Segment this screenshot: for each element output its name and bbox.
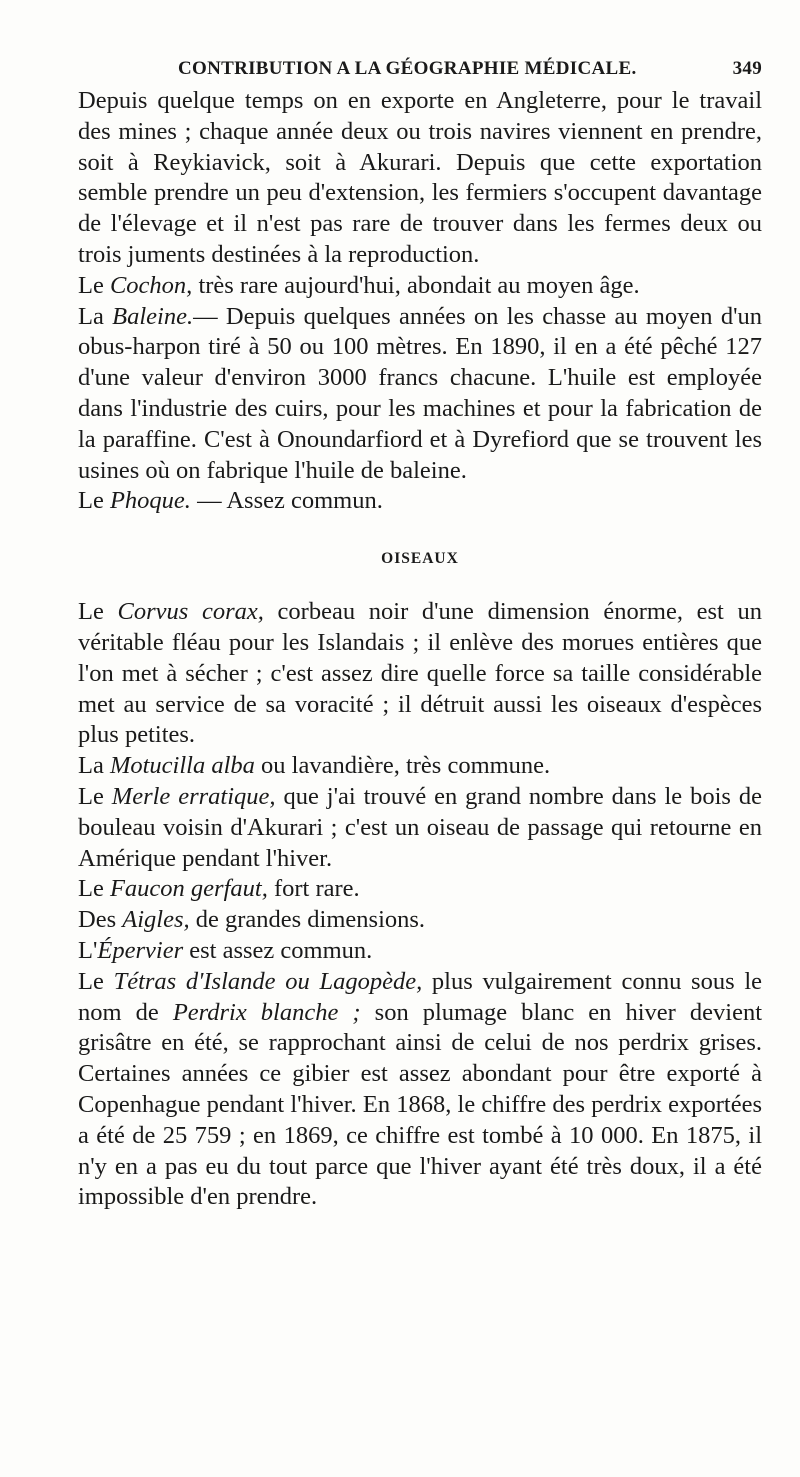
- text-run: Le: [78, 487, 110, 515]
- text-run: de grandes dimensions.: [189, 906, 426, 934]
- paragraph-baleine: [78, 302, 762, 487]
- species-name: Cochon,: [109, 271, 193, 299]
- paragraph-horses-export: [78, 86, 762, 271]
- species-name: Aigles,: [122, 906, 190, 934]
- text-run: — Assez commun.: [190, 487, 383, 515]
- text-run: Le: [78, 782, 112, 810]
- text-run: — Depuis quelques années on les chasse au moyen d'un obus-harpon tiré à 50 ou 100 mètres. En 1890, il en a été pêché 127 d'une valeur d'environ 3000 francs chacune. L'huile est employée dans l'industrie des cuirs, pour les machines et pour la fabrication de la paraffine. C'est à Onoundarfiord et à Dyrefiord que se trouvent les usines où on fabrique l'huile de baleine.: [78, 302, 762, 484]
- paragraph-epervier: [78, 936, 762, 967]
- text-run: plus vulgairement connu sous le nom de: [78, 967, 762, 1026]
- paragraph-motucilla: [78, 751, 762, 782]
- text-run: fort rare.: [267, 875, 360, 903]
- text-run: Le: [78, 967, 114, 995]
- species-name: Phoque.: [109, 487, 191, 515]
- species-name: Motucilla alba: [109, 752, 255, 780]
- text-run: La: [78, 752, 110, 780]
- text-run: son plumage blanc en hiver devient grisâtre en été, se rapprochant ainsi de celui de nos perdrix grises. Certaines années ce gibier est assez abondant pour être exporté à Copenhague pendant l'hiver. En 1868, le chiffre des perdrix exportées a été de 25 759 ; en 1869, ce chiffre est tombé à 10 000. En 1875, il n'y en a pas eu du tout parce que l'hiver ayant été très doux, il a été impossible d'en prendre.: [78, 998, 762, 1211]
- paragraph-tetras: [78, 967, 762, 1213]
- species-name: Merle erratique,: [111, 782, 276, 810]
- paragraph-phoque: [78, 486, 762, 517]
- text-run: L': [78, 936, 98, 964]
- paragraph-cochon: [78, 271, 762, 302]
- running-title: CONTRIBUTION A LA GÉOGRAPHIE MÉDICALE.: [178, 58, 637, 79]
- text-run: très rare aujourd'hui, abondait au moyen âge.: [192, 271, 640, 299]
- paragraph-merle: [78, 782, 762, 874]
- running-header: [78, 58, 762, 88]
- species-name: Perdrix blanche ;: [172, 998, 361, 1026]
- text-run: corbeau noir d'une dimension énorme, est un véritable fléau pour les Islandais ; il enlève des morues entières que l'on met à sécher ; c'est assez dire quelle force sa taille considérable met au service de sa voracité ; il détruit aussi les oiseaux d'espèces plus petites.: [78, 598, 763, 749]
- text-run: Le: [78, 271, 110, 299]
- paragraph-text: Depuis quelque temps on en exporte en Angleterre, pour le travail des mines ; chaque année deux ou trois navires viennent en prendre, soit à Reykiavick, soit à Akurari. Depuis que cette exportation semble prendre un peu d'extension, les fermiers s'occupent davantage de l'élevage et il n'est pas rare de trouver dans les fermes deux ou trois juments destinées à la reproduction.: [78, 87, 762, 268]
- text-run: ou lavandière, très commune.: [254, 752, 551, 780]
- text-run: Le: [78, 598, 118, 626]
- text-run: Le: [78, 875, 110, 903]
- species-name: Baleine.: [112, 302, 194, 330]
- text-run: Des: [78, 906, 123, 934]
- section-heading: OISEAUX: [381, 550, 459, 568]
- species-name: Épervier: [97, 936, 184, 964]
- text-run: La: [78, 302, 113, 330]
- body-text: [78, 86, 762, 1213]
- text-run: est assez commun.: [183, 936, 373, 964]
- paragraph-faucon: [78, 874, 762, 905]
- paragraph-corvus: [78, 597, 762, 751]
- species-name: Faucon gerfaut,: [109, 875, 268, 903]
- species-name: Corvus corax,: [117, 598, 264, 626]
- text-run: que j'ai trouvé en grand nombre dans le bois de bouleau voisin d'Akurari ; c'est un oiseau de passage qui retourne en Amérique pendant l'hiver.: [78, 782, 763, 872]
- species-name: Tétras d'Islande ou Lagopède,: [113, 967, 423, 995]
- page-number: 349: [732, 58, 762, 79]
- paragraph-aigles: [78, 905, 762, 936]
